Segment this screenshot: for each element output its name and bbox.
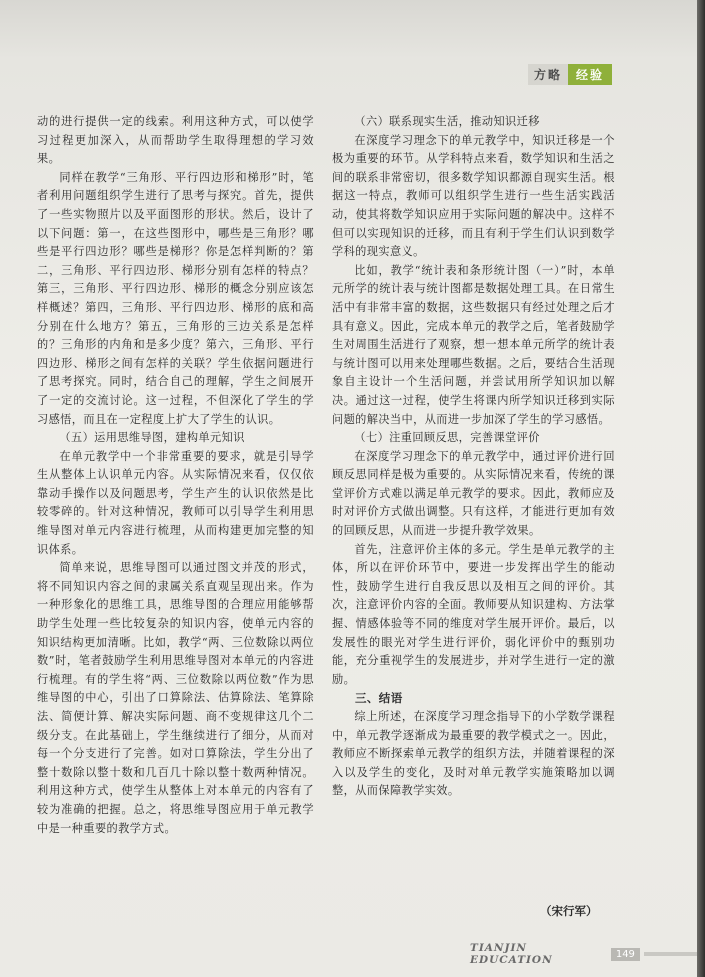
subsection-heading: （六）联系现实生活，推动知识迁移 [354, 115, 540, 128]
paragraph: 同样在教学“三角形、平行四边形和梯形”时，笔者利用问题组织学生进行了思考与探究。首先，提供了一些实物照片以及平面图形的形状。然后，设计了以下问题：第一，在这些图形中，哪些是三角形？哪些是平行四边形？哪些是梯形？你是怎样判断的？第二，三角形、平行四边形、梯形分别有怎样的特点？第三，三角形、平行四边形、梯形的概念分别应该怎样概述？第四，三角形、平行四边形、梯形的底和高分别在什么地方？第五，三角形的三边关系是怎样的？三角形的内角和是多少度？第六，三角形、平行四边形、梯形之间有怎样的关联？学生依据问题进行了思考探究。同时，结合自己的理解，学生之间展开了一定的交流讨论。这一过程，不但深化了学生的学习感悟，而且在一定程度上扩大了学生的认识。 [37, 170, 314, 426]
paragraph: 在深度学习理念下的单元教学中，通过评价进行回顾反思同样是极为重要的。从实际情况来看，传统的课堂评价方式难以满足单元教学的要求。因此，教师应及时对评价方式做出调整。只有这样，才能进行更加有效的回顾反思，从而进一步提升教学效果。 [332, 449, 615, 538]
paragraph: 综上所述，在深度学习理念指导下的小学数学课程中，单元教学逐渐成为最重要的教学模式之一。因此，教师应不断探索单元教学的组织方法，并随着课程的深入以及学生的变化，及时对单元教学实施策略加以调整，从而保障教学实效。 [332, 710, 615, 798]
section-label: 方略 [528, 64, 568, 85]
section-tag: 经验 [568, 64, 612, 85]
page-edge-shadow [697, 0, 705, 977]
left-column [37, 113, 314, 838]
page-footer [470, 942, 700, 966]
paragraph: 在深度学习理念下的单元教学中，知识迁移是一个极为重要的环节。从学科特点来看，数学知识和生活之间的联系非常密切，很多数学知识都源自现实生活。根据这一特点，教师可以组织学生进行一些生活实践活动，使其将数学知识应用于实际问题的解决中。这样不但可以实现知识的迁移，而且有利于学生们认识到数学学科的现实意义。 [332, 133, 615, 259]
page-number: 149 [611, 948, 640, 961]
subsection-heading: （五）运用思维导图，建构单元知识 [59, 431, 245, 445]
section-header [528, 64, 612, 84]
paragraph: 比如，教学“统计表和条形统计图（一）”时，本单元所学的统计表与统计图都是数据处理工具。在日常生活中有非常丰富的数据，这些数据只有经过处理之后才具有意义。因此，完成本单元的教学之后，笔者鼓励学生对周围生活进行了观察，想一想本单元所学的统计表与统计图可以用来处理哪些数据。之后，要结合生活现象自主设计一个生活问题，并尝试用所学知识加以解决。通过这一过程，使学生将课内所学知识迁移到实际问题的解决当中，从而进一步加深了学生的学习感悟。 [332, 263, 615, 426]
section-heading: 三、结语 [355, 691, 403, 706]
paragraph: 在单元教学中一个非常重要的要求，就是引导学生从整体上认识单元内容。从实际情况来看，仅仅依靠动手操作以及问题思考，学生产生的认识依然是比较零碎的。针对这种情况，教师可以引导学生利用思维导图对单元内容进行梳理，从而构建更加完整的知识体系。 [37, 449, 314, 556]
right-column [332, 113, 615, 801]
author-name: （宋行军） [540, 904, 598, 918]
paragraph: 动的进行提供一定的线索。利用这种方式，可以使学习过程更加深入，从而帮助学生取得理想的学习效果。 [37, 115, 314, 166]
subsection-heading: （七）注重回顾反思，完善课堂评价 [354, 431, 540, 445]
paragraph: 首先，注意评价主体的多元。学生是单元教学的主体，所以在评价环节中，要进一步发挥出学生的能动性，鼓励学生进行自我反思以及相互之间的评价。其次，注意评价内容的全面。教师要从知识建构、方法掌握、情感体验等不同的维度对学生展开评价。最后，以发展性的眼光对学生进行评价，弱化评价中的甄别功能，充分重视学生的发展进步，并对学生进行一定的激励。 [332, 542, 615, 686]
paragraph: 简单来说，思维导图可以通过图文并茂的形式，将不同知识内容之间的隶属关系直观呈现出来。作为一种形象化的思维工具，思维导图的合理应用能够帮助学生处理一些比较复杂的知识内容，使单元内容的知识结构更加清晰。比如，教学“两、三位数除以两位数”时，笔者鼓励学生利用思维导图对本单元的内容进行梳理。有的学生将“两、三位数除以两位数”作为思维导图的中心，引出了口算除法、估算除法、笔算除法、简便计算、解决实际问题、商不变规律这几个二级分支。在此基础上，学生继续进行了细分，从而对每一个分支进行了完善。如对口算除法，学生分出了整十数除以整十数和几百几十除以整十数两种情况。利用这种方式，使学生从整体上对本单元的内容有了较为准确的把握。总之，将思维导图应用于单元教学中是一种重要的教学方式。 [37, 561, 314, 835]
footer-bar [644, 952, 700, 956]
journal-brand: TIANJIN EDUCATION [470, 942, 553, 966]
